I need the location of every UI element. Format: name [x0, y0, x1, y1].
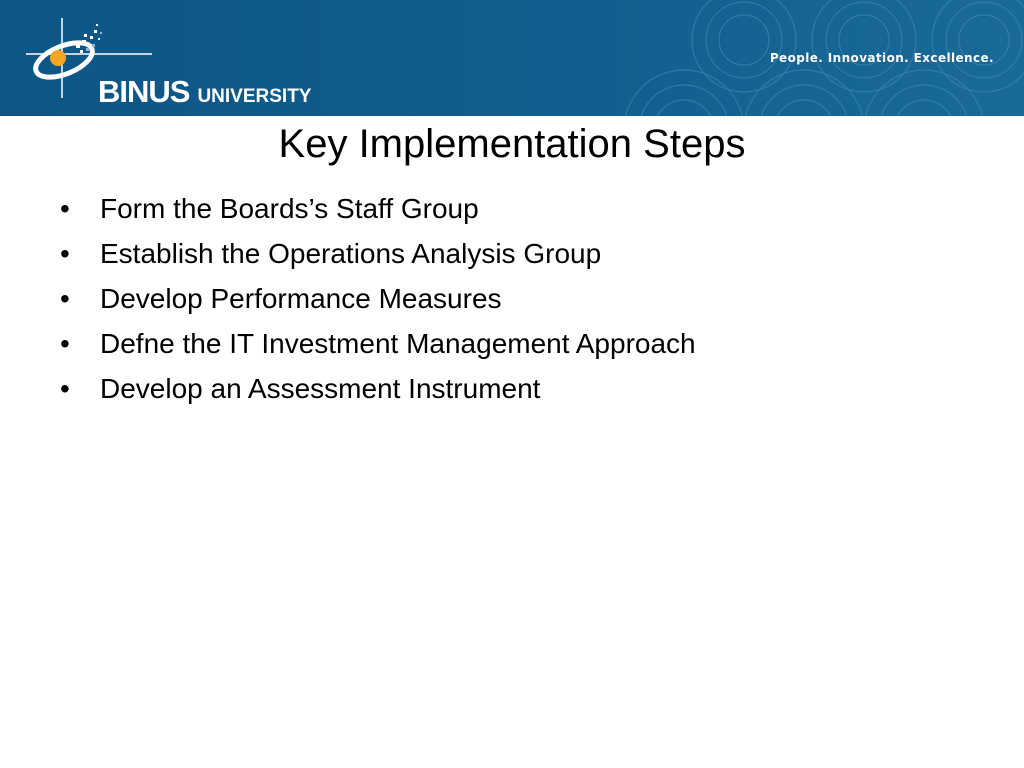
bullet-item [60, 186, 696, 231]
tagline: People. Innovation. Excellence. [769, 51, 994, 65]
bullet-item [60, 276, 696, 321]
bullet-icon: • [60, 328, 70, 359]
bullet-text: Form the Boards’s Staff Group [100, 193, 479, 224]
bullet-icon: • [60, 283, 70, 314]
slide-title: Key Implementation Steps [278, 122, 746, 166]
bullet-item [60, 231, 696, 276]
header-banner [0, 0, 1024, 116]
bullet-item [60, 366, 696, 411]
bullet-icon: • [60, 238, 70, 269]
bullet-list [60, 186, 696, 411]
bullet-icon: • [60, 193, 70, 224]
brand-name: BINUS [98, 74, 190, 109]
bullet-text: Develop an Assessment Instrument [100, 373, 541, 404]
bullet-icon: • [60, 373, 70, 404]
logo-wordmark [98, 74, 311, 110]
bullet-text: Establish the Operations Analysis Group [100, 238, 602, 269]
brand-suffix: UNIVERSITY [197, 86, 312, 107]
bullet-item [60, 321, 696, 366]
bullet-text: Defne the IT Investment Management Approach [100, 328, 696, 359]
bullet-text: Develop Performance Measures [100, 283, 502, 314]
binus-logo [22, 14, 312, 109]
